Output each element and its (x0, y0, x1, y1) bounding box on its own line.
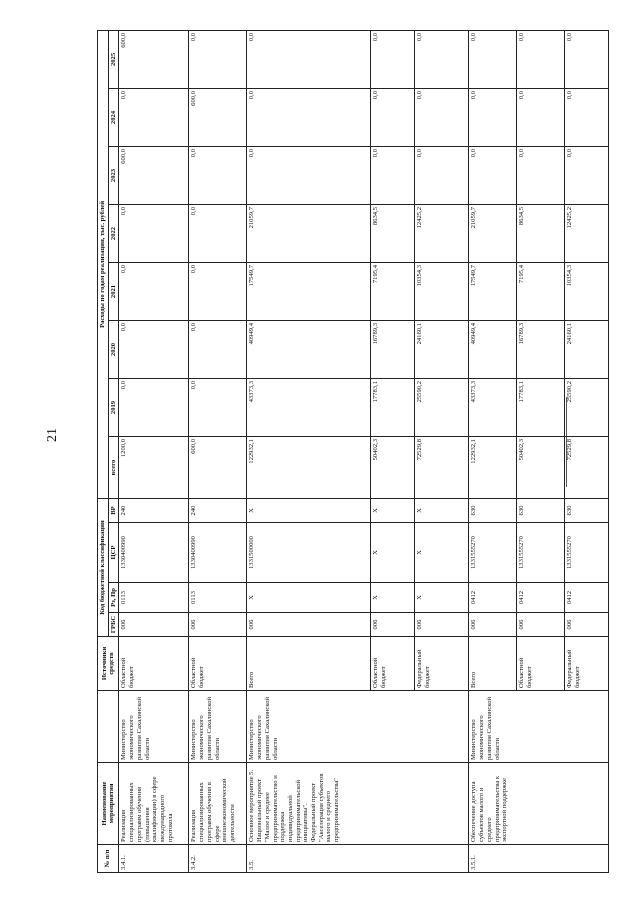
cell-grbs: 006 (371, 613, 415, 637)
budget-table-rotated (97, 32, 582, 873)
cell-vr: 630 (565, 498, 609, 522)
cell-years-3: 0,0 (189, 204, 247, 262)
cell-years-3: 12425,2 (565, 204, 609, 262)
cell-name: Обеспечение доступа субъектов малого и среднего предпринимательства к экспортной поддержке (469, 763, 609, 845)
cell-years-3: 12425,2 (415, 204, 469, 262)
cell-csr: 1331500000 (247, 523, 371, 583)
header-num: № п/п (98, 845, 119, 873)
cell-years-3: 8634,5 (517, 204, 565, 262)
cell-csr: 1331555270 (565, 523, 609, 583)
cell-years-2: 0,0 (189, 262, 247, 320)
cell-years-6: 0,0 (189, 30, 247, 88)
header-year: 2022 (108, 204, 119, 262)
cell-rzpr: 0113 (189, 583, 247, 613)
cell-years-2: 7195,4 (517, 262, 565, 320)
cell-grbs: 006 (415, 613, 469, 637)
cell-grbs: 006 (469, 613, 517, 637)
cell-years-6: 0,0 (565, 30, 609, 88)
cell-years-3: 0,0 (119, 204, 189, 262)
cell-csr: X (415, 523, 469, 583)
cell-grbs: 006 (565, 613, 609, 637)
cell-years-5: 0,0 (119, 88, 189, 146)
cell-years-0: 0,0 (119, 378, 189, 436)
cell-executor: Министерство экономического развития Сахалинской области (189, 691, 247, 763)
cell-vr: X (247, 498, 371, 522)
cell-executor: Министерство экономического развития Сахалинской области (469, 691, 609, 763)
header-budget-class: Код бюджетной классификации (98, 498, 109, 636)
cell-years-5: 0,0 (247, 88, 371, 146)
cell-source: Федеральный бюджет (415, 637, 469, 691)
cell-rzpr: X (371, 583, 415, 613)
cell-years-1: 0,0 (189, 320, 247, 378)
cell-years-5: 0,0 (565, 88, 609, 146)
cell-years-5: 0,0 (517, 88, 565, 146)
cell-name: Реализация специализированных программ обучения (повышения квалификации) в сфере международного протокола (119, 763, 189, 845)
cell-vr: 630 (517, 498, 565, 522)
cell-years-3: 21059,7 (469, 204, 517, 262)
cell-total: 122932,1 (469, 436, 517, 498)
cell-csr: 1331555270 (517, 523, 565, 583)
cell-name: Основное мероприятие 5. Национальный проект "Малое и среднее предпринимательство и поддержка индивидуальной предпринимательской инициативы". Федеральный проект "Акселерация субъектов малого и среднего предпринимательства" (247, 763, 469, 845)
cell-years-5: 600,0 (189, 88, 247, 146)
cell-grbs: 006 (247, 613, 371, 637)
cell-num: 3.4.1. (119, 845, 189, 873)
cell-years-6: 0,0 (415, 30, 469, 88)
cell-years-6: 0,0 (371, 30, 415, 88)
table-row (247, 30, 371, 872)
cell-rzpr: X (415, 583, 469, 613)
cell-years-4: 0,0 (371, 146, 415, 204)
cell-years-0: 25590,2 (565, 378, 609, 436)
cell-years-1: 16789,3 (517, 320, 565, 378)
cell-years-4: 0,0 (415, 146, 469, 204)
cell-years-2: 10354,3 (565, 262, 609, 320)
cell-total: 50402,3 (517, 436, 565, 498)
cell-source: Областной бюджет (189, 637, 247, 691)
cell-num: 3.4.2. (189, 845, 247, 873)
cell-rzpr: 0412 (565, 583, 609, 613)
cell-total: 72529,8 (565, 436, 609, 498)
header-name: Наименование мероприятия (98, 763, 119, 845)
table-row (469, 30, 517, 872)
cell-years-6: 0,0 (247, 30, 371, 88)
cell-source: Всего (247, 637, 371, 691)
cell-years-0: 17783,1 (517, 378, 565, 436)
cell-years-4: 0,0 (189, 146, 247, 204)
cell-years-0: 25590,2 (415, 378, 469, 436)
cell-vr: X (371, 498, 415, 522)
cell-csr: 1330400990 (119, 523, 189, 583)
cell-grbs: 006 (119, 613, 189, 637)
table-row (119, 30, 189, 872)
cell-rzpr: 0412 (469, 583, 517, 613)
cell-years-6: 0,0 (517, 30, 565, 88)
header-grbs: ГРБС (108, 613, 119, 637)
cell-years-6: 0,0 (469, 30, 517, 88)
cell-years-4: 600,0 (119, 146, 189, 204)
cell-years-1: 16789,3 (371, 320, 415, 378)
header-year: 2019 (108, 378, 119, 436)
cell-years-1: 40949,4 (469, 320, 517, 378)
cell-vr: 630 (469, 498, 517, 522)
cell-years-1: 0,0 (119, 320, 189, 378)
header-year: 2021 (108, 262, 119, 320)
cell-years-0: 43373,3 (247, 378, 371, 436)
cell-years-2: 7195,4 (371, 262, 415, 320)
cell-grbs: 006 (189, 613, 247, 637)
header-total: всего (108, 436, 119, 498)
cell-years-2: 0,0 (119, 262, 189, 320)
cell-vr: 240 (119, 498, 189, 522)
cell-years-4: 0,0 (517, 146, 565, 204)
cell-source: Всего (469, 637, 517, 691)
cell-years-0: 0,0 (189, 378, 247, 436)
table-body (119, 30, 609, 872)
cell-csr: 1331555270 (469, 523, 517, 583)
cell-years-4: 0,0 (565, 146, 609, 204)
cell-years-4: 0,0 (469, 146, 517, 204)
cell-source: Федеральный бюджет (565, 637, 609, 691)
cell-years-5: 0,0 (371, 88, 415, 146)
cell-years-1: 40949,4 (247, 320, 371, 378)
cell-years-0: 43373,3 (469, 378, 517, 436)
cell-executor: Министерство экономического развития Сахалинской области (119, 691, 189, 763)
cell-total: 600,0 (189, 436, 247, 498)
header-rzpr: Рз, Пр (108, 583, 119, 613)
cell-grbs: 006 (517, 613, 565, 637)
cell-years-3: 8634,5 (371, 204, 415, 262)
cell-rzpr: X (247, 583, 371, 613)
cell-source: Областной бюджет (371, 637, 415, 691)
cell-years-1: 24160,1 (565, 320, 609, 378)
cell-years-5: 0,0 (469, 88, 517, 146)
table-wrapper (97, 32, 582, 873)
cell-rzpr: 0113 (119, 583, 189, 613)
cell-source: Областной бюджет (119, 637, 189, 691)
header-row-1 (98, 30, 109, 872)
cell-years-4: 0,0 (247, 146, 371, 204)
page-number: 21 (45, 428, 60, 442)
cell-years-5: 0,0 (415, 88, 469, 146)
header-year: 2024 (108, 88, 119, 146)
cell-years-6: 600,0 (119, 30, 189, 88)
header-year: 2025 (108, 30, 119, 88)
table-row (189, 30, 247, 872)
cell-vr: 240 (189, 498, 247, 522)
cell-total: 72529,8 (415, 436, 469, 498)
cell-source: Областной бюджет (517, 637, 565, 691)
header-year: 2020 (108, 320, 119, 378)
cell-vr: X (415, 498, 469, 522)
cell-rzpr: 0412 (517, 583, 565, 613)
cell-years-0: 17783,1 (371, 378, 415, 436)
cell-years-3: 21059,7 (247, 204, 371, 262)
cell-executor: Министерство экономического развития Сахалинской области (247, 691, 469, 763)
cell-years-2: 10354,3 (415, 262, 469, 320)
cell-csr: X (371, 523, 415, 583)
cell-total: 50402,3 (371, 436, 415, 498)
cell-total: 122932,1 (247, 436, 371, 498)
header-csr: ЦСР (108, 523, 119, 583)
cell-num: 3.5. (247, 845, 469, 873)
cell-years-2: 17549,7 (247, 262, 371, 320)
header-expenses: Расходы по годам реализации, тыс. рублей (98, 30, 109, 498)
cell-total: 1200,0 (119, 436, 189, 498)
header-year: 2023 (108, 146, 119, 204)
cell-num: 3.5.1. (469, 845, 609, 873)
header-executor (98, 691, 119, 763)
cell-csr: 1330400990 (189, 523, 247, 583)
budget-table (97, 30, 609, 873)
header-vr: ВР (108, 498, 119, 522)
cell-years-1: 24160,1 (415, 320, 469, 378)
header-sources: Источники средств (98, 637, 119, 691)
cell-years-2: 17549,7 (469, 262, 517, 320)
cell-name: Реализация специализированных программ обучения в сфере внешнеэкономической деятельности (189, 763, 247, 845)
